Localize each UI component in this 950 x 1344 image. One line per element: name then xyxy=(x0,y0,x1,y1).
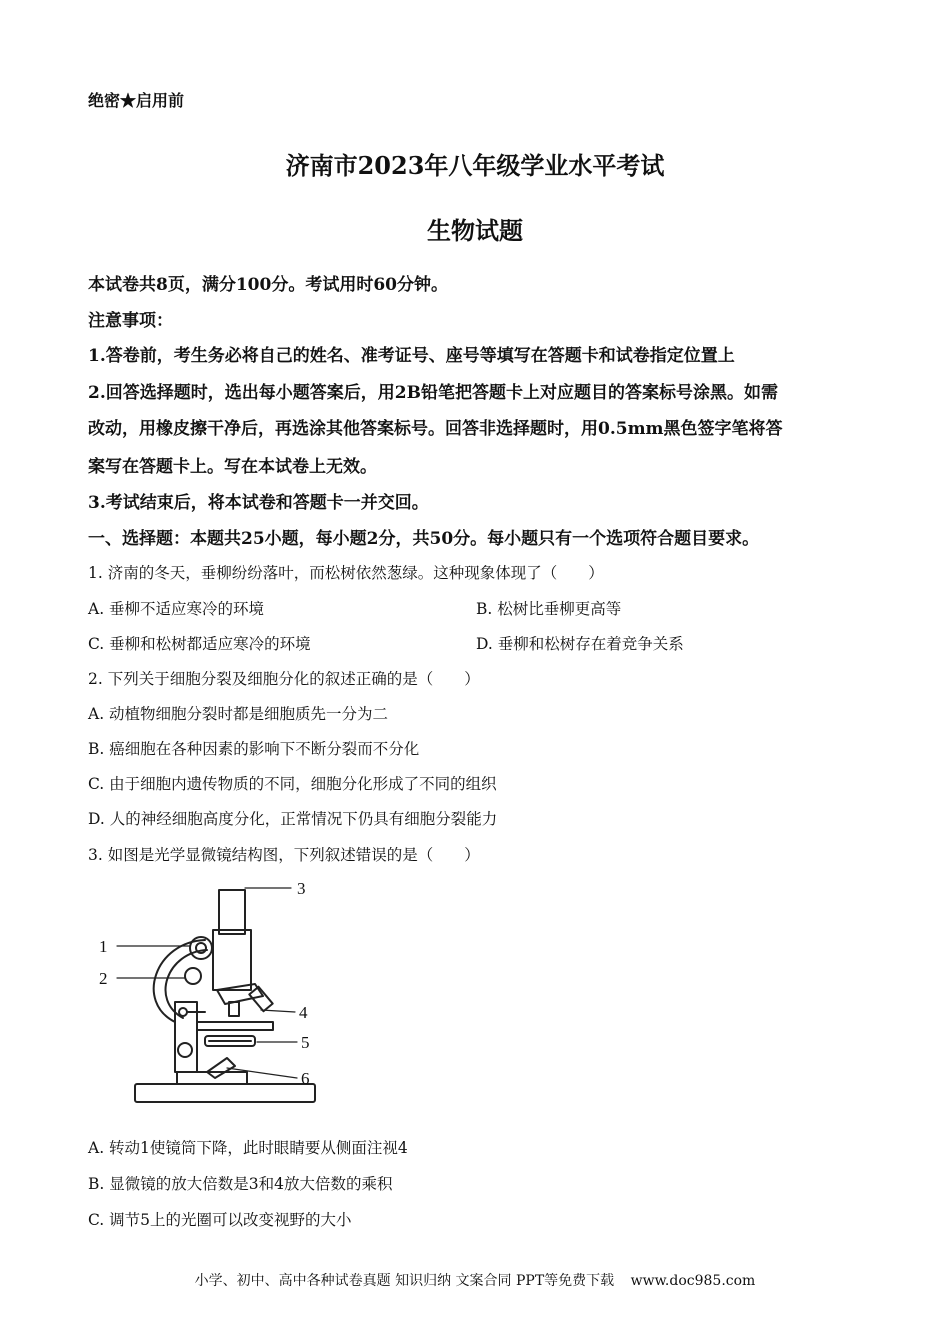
label-3: 3 xyxy=(297,879,306,898)
question-2-option-a: A. 动植物细胞分裂时都是细胞质先一分为二 xyxy=(88,705,389,723)
note-2-line-2: 改动，用橡皮擦干净后，再选涂其他答案标号。回答非选择题时，用0.5mm黑色签字笔将答 xyxy=(88,419,783,439)
question-3-option-c: C. 调节5上的光圈可以改变视野的大小 xyxy=(88,1211,352,1229)
eyepiece-tube xyxy=(219,890,245,934)
question-1-option-a: A. 垂柳不适应寒冷的环境 xyxy=(88,600,265,618)
question-2-stem: 2. 下列关于细胞分裂及细胞分化的叙述正确的是（ ） xyxy=(88,670,480,688)
question-2-option-b: B. 癌细胞在各种因素的影响下不断分裂而不分化 xyxy=(88,740,420,758)
confidential-mark: 绝密★启用前 xyxy=(88,91,185,110)
note-2-line-3: 案写在答题卡上。写在本试卷上无效。 xyxy=(88,457,377,477)
question-3-stem: 3. 如图是光学显微镜结构图，下列叙述错误的是（ ） xyxy=(88,846,480,864)
objective-lens xyxy=(249,987,272,1012)
microscope-foot xyxy=(177,1072,247,1084)
question-2-option-c: C. 由于细胞内遗传物质的不同，细胞分化形成了不同的组织 xyxy=(88,775,497,793)
note-1: 1.答卷前，考生务必将自己的姓名、准考证号、座号等填写在答题卡和试卷指定位置上 xyxy=(88,346,735,366)
exam-title: 济南市2023年八年级学业水平考试 xyxy=(285,151,665,180)
microscope-base xyxy=(135,1084,315,1102)
fine-adjustment-knob xyxy=(185,968,201,984)
microscope-diagram xyxy=(95,872,335,1112)
section-heading: 一、选择题：本题共25小题，每小题2分，共50分。每小题只有一个选项符合题目要求。 xyxy=(88,529,760,549)
page-footer xyxy=(0,1270,950,1290)
label-6: 6 xyxy=(301,1069,310,1088)
exam-summary: 本试卷共8页，满分100分。考试用时60分钟。 xyxy=(88,275,448,295)
question-1-option-b: B. 松树比垂柳更高等 xyxy=(476,600,622,618)
question-1-stem: 1. 济南的冬天，垂柳纷纷落叶，而松树依然葱绿。这种现象体现了（ ） xyxy=(88,564,604,582)
label-5: 5 xyxy=(301,1033,310,1052)
label-4: 4 xyxy=(299,1003,308,1022)
question-1-option-d: D. 垂柳和松树存在着竞争关系 xyxy=(476,635,684,653)
notes-title: 注意事项： xyxy=(88,311,173,331)
note-3: 3.考试结束后，将本试卷和答题卡一并交回。 xyxy=(88,493,429,513)
label-2: 2 xyxy=(99,969,108,988)
body-tube xyxy=(213,930,251,990)
label-1: 1 xyxy=(99,937,108,956)
footer-link[interactable]: www.doc985.com xyxy=(630,1273,756,1289)
footer-text: 小学、初中、高中各种试卷真题 知识归纳 文案合同 PPT等免费下载 xyxy=(194,1273,615,1289)
exam-subject: 生物试题 xyxy=(427,216,523,245)
stage xyxy=(197,1022,273,1030)
question-3-option-b: B. 显微镜的放大倍数是3和4放大倍数的乘积 xyxy=(88,1175,393,1193)
question-2-option-d: D. 人的神经细胞高度分化，正常情况下仍具有细胞分裂能力 xyxy=(88,810,498,828)
question-3-option-a: A. 转动1使镜筒下降，此时眼睛要从侧面注视4 xyxy=(88,1139,408,1157)
question-1-option-c: C. 垂柳和松树都适应寒冷的环境 xyxy=(88,635,311,653)
objective-lens-low xyxy=(229,1002,239,1016)
note-2-line-1: 2.回答选择题时，选出每小题答案后，用2B铅笔把答题卡上对应题目的答案标号涂黑。如需 xyxy=(88,383,778,403)
